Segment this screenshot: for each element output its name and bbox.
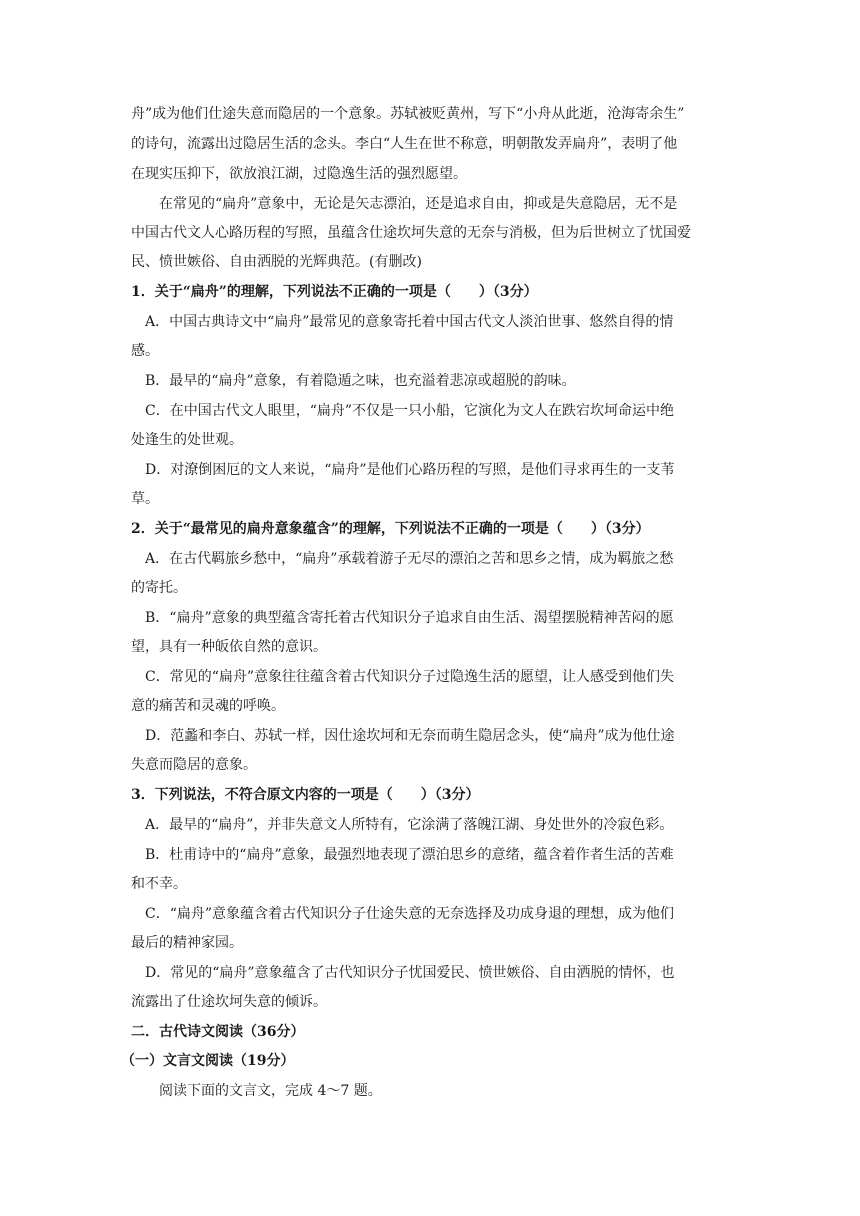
section-heading: 二．古代诗文阅读（36分） xyxy=(131,1024,305,1040)
question-1-option-b: B．最早的“扁舟”意象，有着隐遁之味，也充溢着悲凉或超脱的韵味。 xyxy=(145,373,576,389)
question-2-option-c: C．常见的“扁舟”意象往往蕴含着古代知识分子过隐逸生活的愿望，让人感受到他们失 xyxy=(145,669,675,685)
question-3-option-c-wrap: 最后的精神家园。 xyxy=(131,935,243,951)
question-3-stem: 3．下列说法，不符合原文内容的一项是（ ）（3分） xyxy=(131,787,480,803)
question-1-option-c-wrap: 处逢生的处世观。 xyxy=(131,432,243,448)
question-3-option-a: A．最早的“扁舟”，并非失意文人所特有，它涂满了落魄江湖、身处世外的冷寂色彩。 xyxy=(145,817,674,833)
question-3-option-c: C．“扁舟”意象蕴含着古代知识分子仕途失意的无奈选择及功成身退的理想，成为他们 xyxy=(145,906,675,922)
passage-line: 舟”成为他们仕途失意而隐居的一个意象。苏轼被贬黄州，写下“小舟从此逝，沧海寄余生” xyxy=(131,106,685,122)
question-2-option-d-wrap: 失意而隐居的意象。 xyxy=(131,757,257,773)
question-2-option-a-wrap: 的寄托。 xyxy=(131,580,187,596)
section-subheading: （一）文言文阅读（19分） xyxy=(121,1053,295,1069)
question-2-option-a: A．在古代羁旅乡愁中，“扁舟”承载着游子无尽的漂泊之苦和思乡之情，成为羁旅之愁 xyxy=(145,551,674,567)
passage-line: 在现实压抑下，欲放浪江湖，过隐逸生活的强烈愿望。 xyxy=(131,166,467,182)
question-3-option-b: B．杜甫诗中的“扁舟”意象，最强烈地表现了漂泊思乡的意绪，蕴含着作者生活的苦难 xyxy=(145,847,674,863)
passage-line: 的诗句，流露出过隐居生活的念头。李白“人生在世不称意，明朝散发弄扁舟”，表明了他 xyxy=(131,136,678,152)
passage-line: 民、愤世嫉俗、自由洒脱的光辉典范。(有删改) xyxy=(131,254,422,270)
question-1-stem: 1．关于“扁舟”的理解，下列说法不正确的一项是（ ）（3分） xyxy=(131,284,538,300)
question-3-option-d: D．常见的“扁舟”意象蕴含了古代知识分子忧国爱民、愤世嫉俗、自由洒脱的情怀，也 xyxy=(145,965,675,981)
question-2-option-b: B．“扁舟”意象的典型蕴含寄托着古代知识分子追求自由生活、渴望摆脱精神苦闷的愿 xyxy=(145,610,674,626)
question-2-option-c-wrap: 意的痛苦和灵魂的呼唤。 xyxy=(131,698,285,714)
question-1-option-d-wrap: 草。 xyxy=(131,491,159,507)
question-2-option-d: D．范蠡和李白、苏轼一样，因仕途坎坷和无奈而萌生隐居念头，使“扁舟”成为他仕途 xyxy=(145,728,675,744)
question-3-option-b-wrap: 和不幸。 xyxy=(131,876,187,892)
question-1-option-c: C．在中国古代文人眼里，“扁舟”不仅是一只小船，它演化为文人在跌宕坎坷命运中绝 xyxy=(145,403,675,419)
question-1-option-a-wrap: 感。 xyxy=(131,343,159,359)
question-2-option-b-wrap: 望，具有一种皈依自然的意识。 xyxy=(131,639,327,655)
question-1-option-d: D．对潦倒困厄的文人来说，“扁舟”是他们心路历程的写照，是他们寻求再生的一支苇 xyxy=(145,462,675,478)
question-3-option-d-wrap: 流露出了仕途坎坷失意的倾诉。 xyxy=(131,994,327,1010)
passage-line: 中国古代文人心路历程的写照，虽蕴含仕途坎坷失意的无奈与消极，但为后世树立了忧国爱 xyxy=(131,225,691,241)
question-1-option-a: A．中国古典诗文中“扁舟”最常见的意象寄托着中国古代文人淡泊世事、悠然自得的情 xyxy=(145,314,674,330)
passage-line: 在常见的“扁舟”意象中，无论是矢志漂泊，还是追求自由，抑或是失意隐居，无不是 xyxy=(159,196,678,212)
section-instruction: 阅读下面的文言文，完成 4～7 题。 xyxy=(159,1083,382,1099)
question-2-stem: 2．关于“最常见的扁舟意象蕴含”的理解，下列说法不正确的一项是（ ）（3分） xyxy=(131,521,650,537)
